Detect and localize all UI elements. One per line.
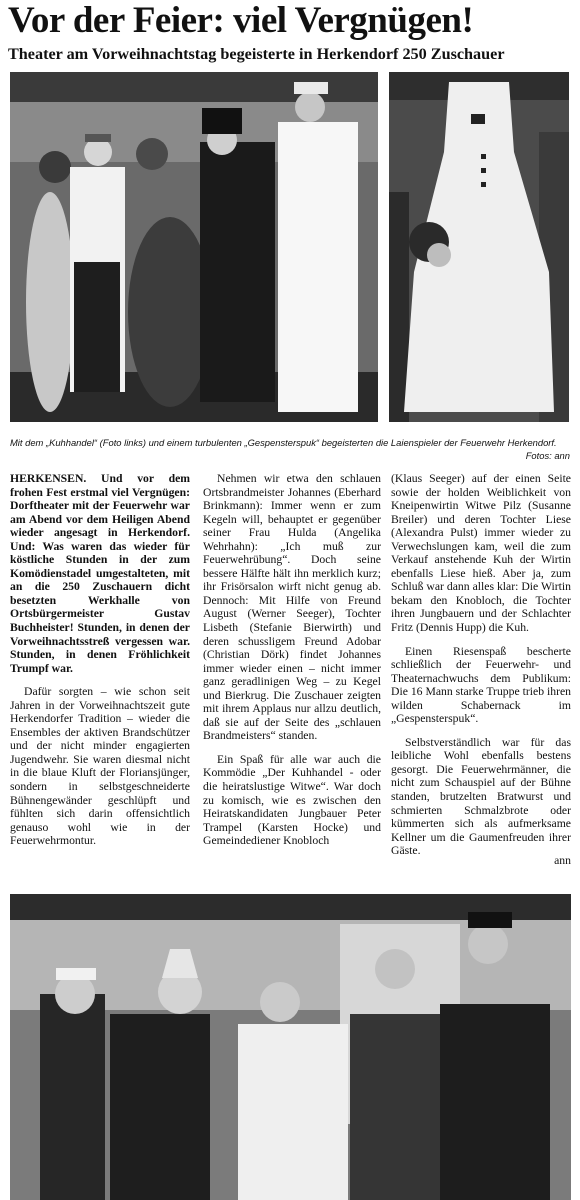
paragraph-5: Einen Riesenspaß bescherte schließlich der Feuerwehr- und Theaternachwuchs dem Publikum: Die 16 Mann starke Truppe trieb ihren wilden Schabernack im „Gespensterspuk“. bbox=[391, 644, 571, 726]
photo-cast-group bbox=[10, 894, 571, 1200]
paragraph-3: Ein Spaß für alle war auch die Kommödie „Der Kuhhandel - oder die heiratslustige Witwe“. War doch zu komisch, wie es zwischen den Heiratskandidaten Jungbauer Peter Trampel (Karsten Hocke) und Gemeindediener Knobloch bbox=[203, 752, 381, 848]
photo-kuhhandel bbox=[10, 72, 378, 422]
column-3 bbox=[391, 472, 571, 877]
author-signature: ann bbox=[554, 853, 571, 867]
paragraph-1: Dafür sorgten – wie schon seit Jahren in der Vorweihnachtszeit gute Herkendorfer Tradition – wieder die Ensembles der aktiven Brandschützer und der nicht minder engagierten Jugendwehr. Sie waren diesmal nicht in die blaue Kluft der Floriansjünger, sondern in selbstgeschneiderte Bühnengewänder geschlüpft und fühlten sich darin offensichtlich genauso wohl wie in der Feuerwehrmontur. bbox=[10, 685, 190, 848]
lead-paragraph: HERKENSEN. Und vor dem frohen Fest erstmal viel Vergnügen: Dorftheater mit der Feuerwehr war am Abend vor dem Heiligen Abend wieder angesagt in Herkendorf. Und: Was waren das wieder für köstliche Stunden in der zum Komödienstadel umgestalteten, mit an die 250 Zuschauern dicht besetzten Werkhalle von Ortsbürgermeister Gustav Buchheister! Stunden, in denen der Vorweihnachtsstreß vergessen war. Stunden, in denen Fröhlichkeit Trumpf war. bbox=[10, 472, 190, 675]
photo-caption bbox=[10, 436, 570, 461]
paragraph-4: (Klaus Seeger) auf der einen Seite sowie der holden Weiblichkeit von Kneipenwirtin Witwe Pilz (Susanne Breiler) und deren Tochter Liese (Alexandra Pulst) immer wieder zu Verwechslungen kam, weil die zum Verkauf anstehende Kuh der Wirtin ebenfalls Liese hieß. Aber ja, zum Schluß war dann alles klar: Die Wirtin bekam den Knobloch, die Tochter ihren Jungbauern und der Schlachter Fritz (Dennis Hupp) die Kuh. bbox=[391, 472, 571, 635]
column-2 bbox=[203, 472, 381, 858]
photo-gespensterspuk bbox=[389, 72, 569, 422]
photo-credit: Fotos: ann bbox=[525, 450, 570, 461]
paragraph-2: Nehmen wir etwa den schlauen Ortsbrandmeister Johannes (Eberhard Brinkmann): Immer wenn er zum Kegeln will, behauptet er gegenüber seiner Frau Hulda (Angelika Wehrhahn): „Ich muß zur Feuerwehrübung“. Doch seine bessere Hälfte hält ihn merklich kurz; ihr Frisörsalon wirft nicht genug ab. Dennoch: Mit Hilfe von Freund August (Werner Seeger), Tochter Lisbeth (Stefanie Bierwirth) und deren schussligem Freund Adobar (Christian Dörk) findet Johannes immer wieder einen – nicht immer ganz geradlinigen Weg – zu Kegel und Bierkrug. Die Zuschauer zeigten mit ihrem Applaus nur allzu deutlich, daß sie auf der Seite des „schlauen Brandmeisters“ standen. bbox=[203, 472, 381, 743]
caption-text: Mit dem „Kuhhandel“ (Foto links) und einem turbulenten „Gespensterspuk“ begeisterten die Laienspieler der Feuerwehr Herkendorf. bbox=[10, 437, 557, 448]
column-1 bbox=[10, 472, 190, 858]
paragraph-6: Selbstverständlich war für das leibliche Wohl ebenfalls bestens gesorgt. Die Feuerwehrmänner, die nicht zum Schauspiel auf der Bühne standen, brutzelten Bratwurst und schmierten Schmalzbrote oder kümmerten sich als aufmerksame Kellner um die Gaumenfreuden ihrer Gäste. bbox=[391, 735, 571, 858]
headline: Vor der Feier: viel Vergnügen! bbox=[8, 0, 474, 41]
subheadline: Theater am Vorweihnachtstag begeisterte in Herkendorf 250 Zuschauer bbox=[8, 45, 505, 63]
